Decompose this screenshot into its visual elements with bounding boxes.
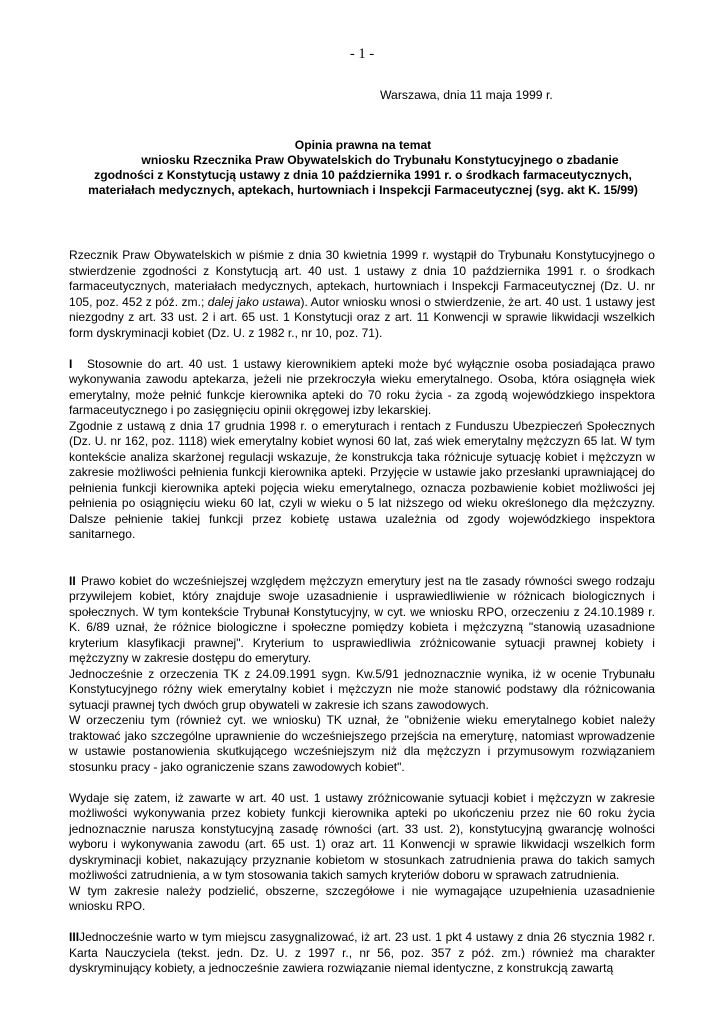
section-1-text-1: Stosownie do art. 40 ust. 1 ustawy kierownikiem apteki może być wyłącznie osoba posiadająca prawo wykonywania zawodu aptekarza, jeżeli nie przekroczyła wieku emerytalnego. Osoba, która osiągnęła wiek emerytalny, może pełnić funkcje kierownika apteki do 70 roku życia - za zgodą wojewódzkiego inspektora farmaceutycznego i po zasięgnięciu opinii okręgowej izby lekarskiej.: [69, 356, 655, 417]
section-3-text-1: Jednocześnie warto w tym miejscu zasygnalizować, iż art. 23 ust. 1 pkt 4 ustawy z dnia 26 stycznia 1982 r. Karta Nauczyciela (tekst. jedn. Dz. U. z 1997 r., nr 56, poz. 357 z póź. zm.) również ma charakter dyskryminujący kobiety, a jednocześnie zawiera rozwiązanie niemal identyczne, z konstrukcją zawartą: [69, 930, 655, 975]
section-1-paragraph-1: [69, 357, 655, 419]
section-3-numeral: III: [69, 930, 80, 944]
document-title: [60, 138, 666, 198]
section-2-paragraph-1: [69, 574, 655, 667]
section-1-numeral: I: [69, 356, 73, 371]
section-2-paragraph-5: W tym zakresie należy podzielić, obszerne, szczegółowe i nie wymagające uzupełnienia uzasadnienie wniosku RPO.: [69, 883, 655, 913]
section-1-paragraph-2: Zgodnie z ustawą z dnia 17 grudnia 1998 r. o emeryturach i rentach z Funduszu Ubezpieczeń Społecznych (Dz. U. nr 162, poz. 1118) wiek emerytalny kobiet wynosi 60 lat, zaś wiek emerytalny mężczyzn 65 lat. W tym kontekście analiza skarżonej regulacji wskazuje, że konstrukcja taka różnicuje sytuację kobiet i mężczyzn w zakresie możliwości pełnienia funkcji kierownika apteki. Przyjęcie w ustawie jako przesłanki uprawniającej do pełnienia funkcji kierownika apteki pojęcia wieku emerytalnego, oznacza pozbawienie kobiet możliwości jej pełnienia po osiągnięciu wieku 60 lat, czyli w wieku o 5 lat niższego od wieku określonego dla mężczyzny. Dalsze pełnienie takiej funkcji przez kobietę ustawa uzależnia od zgody wojewódzkiego inspektora sanitarnego.: [69, 418, 655, 541]
section-2-numeral: II: [69, 573, 76, 588]
title-line-1: Opinia prawna na temat: [294, 138, 432, 152]
title-line-2: wniosku Rzecznika Praw Obywatelskich do Trybunału Konstytucyjnego o zbadanie: [141, 153, 619, 168]
intro-text-end: ). Autor wniosku wnosi o stwierdzenie, że art. 40 ust. 1 ustawy jest niezgodny z art. 33 ust. 2 i art. 65 ust. 1 Konstytucji oraz z art. 11 Konwencji w sprawie likwidacji wszelkich form dyskryminacji kobiet (Dz. U. z 1982 r., nr 10, poz. 71).: [69, 294, 655, 340]
intro-text-start: Rzecznik Praw Obywatelskich w piśmie z dnia 30 kwietnia 1999 r. wystąpił do Trybunału Konstytucyjnego o stwierdzenie zgodności z Konstytucją art. 40 ust. 1 ustawy z dnia 10 października 1991 r. o środkach farmaceutycznych, materiałach medycznych, aptekach, hurtowniach i Inspekcji Farmaceutycznej (Dz. U. nr 105, poz. 452 z póź. zm.;: [69, 248, 655, 309]
intro-italic-term: dalej jako ustawa: [207, 294, 301, 309]
section-3-paragraph-1: [69, 930, 655, 977]
section-2-paragraph-4: Wydaje się zatem, iż zawarte w art. 40 ust. 1 ustawy zróżnicowanie sytuacji kobiet i mężczyzn w zakresie możliwości wykonywania przez kobiety funkcji kierownika apteki po ukończeniu przez nie 60 roku życia jednoznacznie narusza konstytucyjną zasadę równości (art. 33 ust. 2), konstytucyjną gwarancję wolności wyboru i wykonywania zawodu (art. 65 ust. 1) oraz art. 11 Konwencji w sprawie likwidacji wszelkich form dyskryminacji kobiet, nakazujący przyznanie kobietom w stosunkach zatrudnienia prawa do takich samych możliwości zatrudnienia, a w tym stosowania takich samych kryteriów doboru w sprawach zatrudnienia.: [69, 790, 655, 882]
section-2-text-1: Prawo kobiet do wcześniejszej względem mężczyzn emerytury jest na tle zasady równości swego rodzaju przywilejem kobiet, który znajduje swoje uzasadnienie i usprawiedliwienie w różnicach biologicznych i społecznych. W tym kontekście Trybunał Konstytucyjny, w cyt. we wniosku RPO, orzeczeniu z 24.10.1989 r. K. 6/89 uznał, że różnice biologiczne i społeczne pomiędzy kobieta i mężczyzną "stanowią uzasadnione kryterium klasyfikacji prawnej". Kryterium to usprawiedliwia zróżnicowanie sytuacji prawnej kobiety i mężczyzny w zakresie dostępu do emerytury.: [69, 573, 655, 665]
document-body: [69, 248, 655, 977]
title-line-4: materiałach medycznych, aptekach, hurtowniach i Inspekcji Farmaceutycznej (syg. akt K. 15/99): [88, 183, 638, 198]
intro-paragraph: [69, 248, 655, 341]
date-line: Warszawa, dnia 11 maja 1999 r.: [380, 88, 553, 102]
title-line-3: zgodności z Konstytucją ustawy z dnia 10 października 1991 r. o środkach farmaceutycznych,: [94, 168, 632, 183]
section-2-paragraph-2: Jednocześnie z orzeczenia TK z 24.09.1991 sygn. Kw.5/91 jednoznacznie wynika, iż w ocenie Trybunału Konstytucyjnego różny wiek emerytalny kobiet i mężczyzn nie może stanowić podstawy dla różnicowania sytuacji prawnej tych dwóch grup obywateli w zakresie ich szans zawodowych.: [69, 666, 655, 712]
page-number: - 1 -: [349, 46, 375, 62]
section-2-paragraph-3: W orzeczeniu tym (również cyt. we wniosku) TK uznał, że "obniżenie wieku emerytalnego kobiet należy traktować jako szczególne uprawnienie do wcześniejszego przejścia na emeryturę, natomiast wprowadzenie w ustawie postanowienia skutkującego wcześniejszym niż dla mężczyzn i przymusowym rozwiązaniem stosunku pracy - jako ograniczenie szans zawodowych kobiet".: [69, 713, 655, 774]
